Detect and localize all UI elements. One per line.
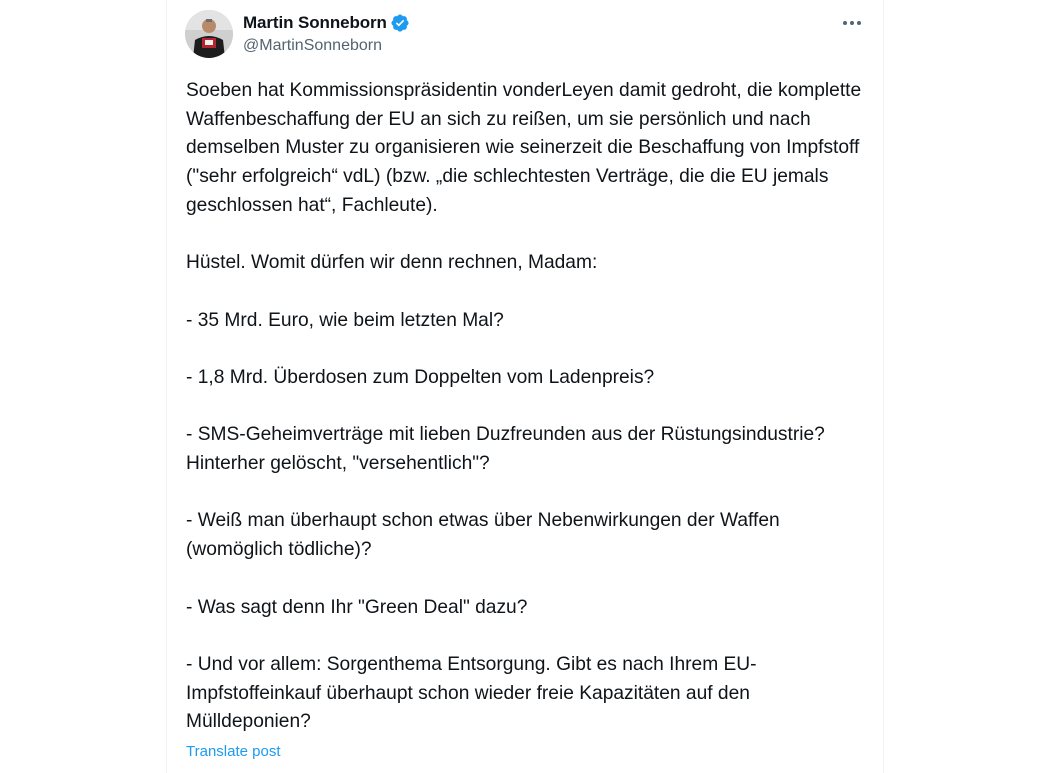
author-name[interactable]: Martin Sonneborn xyxy=(243,13,387,32)
more-options-dot xyxy=(857,21,861,25)
post-paragraph: - Weiß man überhaupt schon etwas über Nebenwirkungen der Waffen (womöglich tödliche)? xyxy=(186,510,780,561)
more-options-dot xyxy=(850,21,854,25)
verified-badge-icon[interactable] xyxy=(390,13,410,33)
post-paragraph: - Und vor allem: Sorgenthema Entsorgung. Gibt es nach Ihrem EU-Impfstoffeinkauf überhaupt schon wieder freie Kapazitäten auf den Mülldeponien? xyxy=(186,653,757,733)
translate-post-link[interactable]: Translate post xyxy=(186,743,281,760)
post-column xyxy=(166,0,884,773)
avatar-image xyxy=(185,10,233,58)
post-paragraph: - Was sagt denn Ihr "Green Deal" dazu? xyxy=(186,596,528,618)
post-paragraph: Soeben hat Kommissionspräsidentin vonderLeyen damit gedroht, die komplette Waffenbeschaffung der EU an sich zu reißen, um sie persönlich und nach demselben Muster zu organisieren wie seinerzeit die Beschaffung von Impfstoff ("sehr erfolgreich“ vdL) (bzw. „die schlechtesten Verträge, die die EU jemals geschlossen hat“, Fachleute). xyxy=(186,80,862,216)
author-handle[interactable]: @MartinSonneborn xyxy=(243,37,382,54)
more-options-button[interactable] xyxy=(839,10,865,36)
more-options-icon xyxy=(843,21,847,25)
post-paragraph: - 1,8 Mrd. Überdosen zum Doppelten vom Ladenpreis? xyxy=(186,366,655,388)
author-name-row xyxy=(243,12,410,34)
post-paragraph: - 35 Mrd. Euro, wie beim letzten Mal? xyxy=(186,309,504,331)
post-text xyxy=(186,77,866,737)
post-paragraph: - SMS-Geheimverträge mit lieben Duzfreunden aus der Rüstungsindustrie? Hinterher gelöscht, "versehentlich"? xyxy=(186,424,825,475)
avatar[interactable] xyxy=(185,10,233,58)
post-paragraph: Hüstel. Womit dürfen wir denn rechnen, Madam: xyxy=(186,252,598,274)
